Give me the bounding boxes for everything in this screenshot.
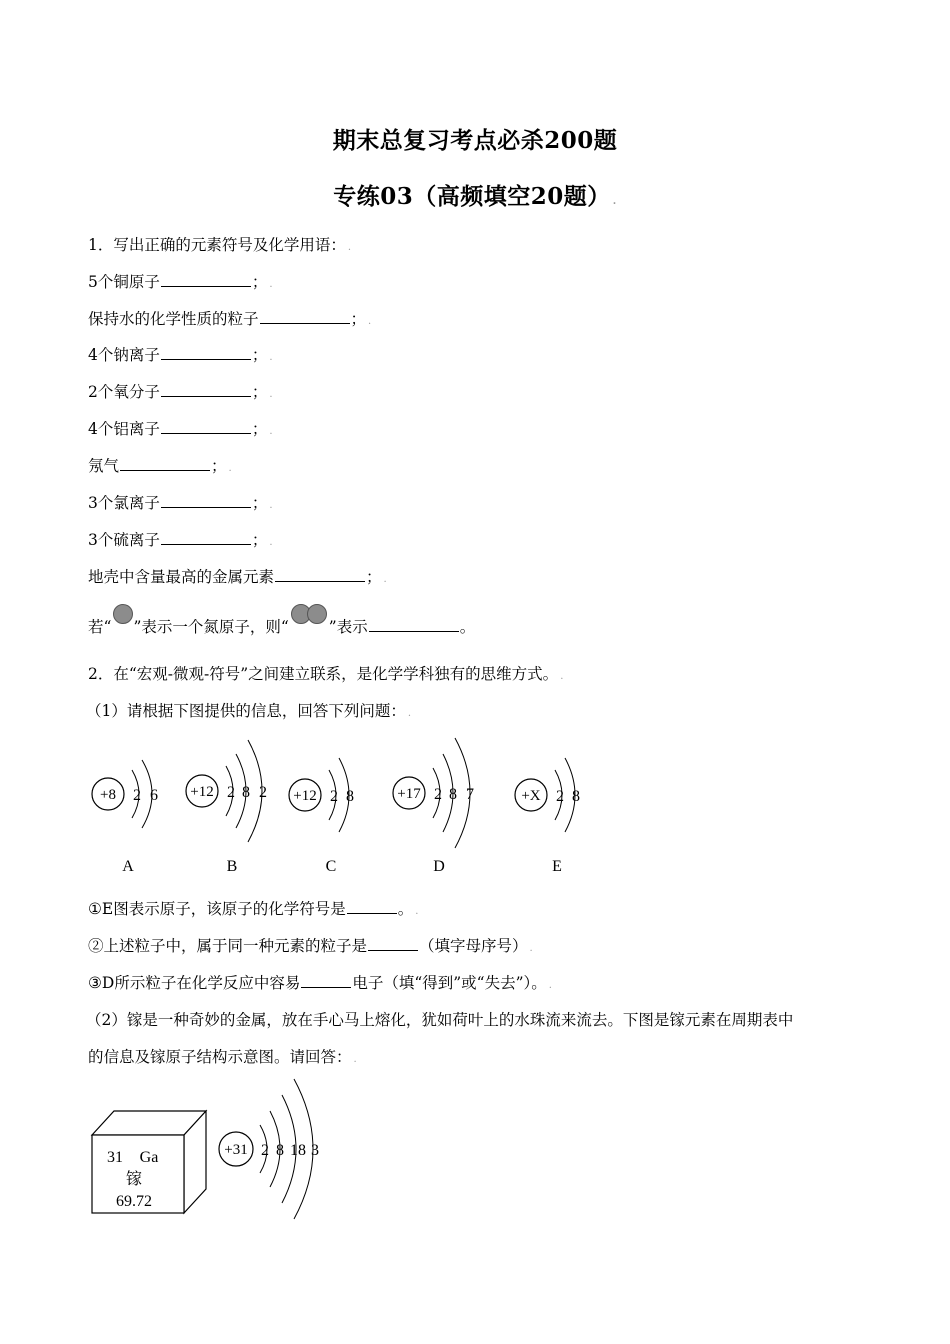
atom-a-shell: 2 <box>133 787 141 804</box>
gallium-symbol: Ga <box>139 1149 159 1166</box>
q1-item-label: 4个钠离子 <box>88 346 160 364</box>
atom-e-label: E <box>552 858 562 875</box>
answer-blank[interactable] <box>161 395 251 397</box>
gallium-shell: 2 <box>261 1142 269 1159</box>
atom-c-label: C <box>325 858 337 875</box>
q1-item-suffix: ； <box>211 457 227 475</box>
answer-blank[interactable] <box>120 469 210 471</box>
subtitle-text: 专练03（高频填空20题） <box>333 183 611 210</box>
q1-item-suffix: ； <box>251 531 268 549</box>
q1-stem: 1．写出正确的元素符号及化学用语： . <box>88 233 351 255</box>
nitrogen-molecule-icon <box>289 612 329 632</box>
gallium-shell: 18 <box>290 1142 306 1159</box>
q1-item-suffix: ； <box>251 346 268 364</box>
q1-item: 3个硫离子 ； . <box>88 528 273 550</box>
atom-d-shell: 7 <box>466 786 474 803</box>
q1-item-label: 4个铝离子 <box>88 420 160 438</box>
q2-part2-text: 的信息及镓原子结构示意图。请回答： <box>88 1048 352 1066</box>
answer-blank[interactable] <box>369 630 459 632</box>
q1-item: 5个铜原子 ； . <box>88 270 273 292</box>
atom-b-shell: 2 <box>227 784 235 801</box>
atom-diagram-a <box>92 760 158 875</box>
atom-c-shell: 2 <box>330 788 338 805</box>
gallium-shell: 8 <box>276 1142 284 1159</box>
gallium-atomic-number: 31 <box>107 1149 123 1166</box>
q2-sub1: ①E图表示原子，该原子的化学符号是 。 . <box>88 897 418 919</box>
q2-part2-text: （2）镓是一种奇妙的金属，放在手心马上熔化，犹如荷叶上的水珠流来流去。下图是镓元素在周期表中 <box>86 1011 794 1029</box>
atom-d-nucleus: +17 <box>397 786 421 802</box>
q1-last-text: 若“ <box>88 618 112 636</box>
atom-e-shell: 2 <box>556 788 564 805</box>
answer-blank[interactable] <box>260 322 350 324</box>
q1-item: 保持水的化学性质的粒子 ； . <box>88 307 371 329</box>
q2-sub1-text: ①E图表示原子，该原子的化学符号是 <box>88 900 346 918</box>
q1-item-suffix: ； <box>350 310 367 328</box>
atom-structure-diagrams <box>80 728 620 888</box>
atom-a-label: A <box>122 858 134 875</box>
atom-diagram-d <box>393 738 474 875</box>
answer-blank[interactable] <box>161 358 251 360</box>
answer-blank[interactable] <box>161 432 251 434</box>
q2-stem: 2．在“宏观-微观-符号”之间建立联系，是化学学科独有的思维方式。 . <box>88 662 563 684</box>
atom-d-shell: 2 <box>434 786 442 803</box>
answer-blank[interactable] <box>161 506 251 508</box>
q2-stem-text: 2．在“宏观-微观-符号”之间建立联系，是化学学科独有的思维方式。 <box>88 665 559 683</box>
atom-b-nucleus: +12 <box>190 784 214 800</box>
q1-item: 4个铝离子 ； . <box>88 417 273 439</box>
q1-item-label: 3个硫离子 <box>88 531 160 549</box>
q1-item-suffix: ； <box>251 273 268 291</box>
q1-last-item <box>88 612 475 637</box>
atom-b-shell: 8 <box>242 784 250 801</box>
atom-e-nucleus: +X <box>521 788 541 804</box>
q1-item-suffix: ； <box>251 494 268 512</box>
answer-blank[interactable] <box>161 543 251 545</box>
q1-last-text: 。 <box>459 618 476 636</box>
q2-sub2-suffix: （填字母序号） <box>419 937 528 955</box>
atom-e-shell: 8 <box>572 788 580 805</box>
q1-item-label: 氖气 <box>88 457 120 475</box>
page-subtitle: 专练03（高频填空20题） . <box>333 183 617 210</box>
atom-d-shell: 8 <box>449 786 457 803</box>
q1-item-label: 3个氯离子 <box>88 494 160 512</box>
atom-a-nucleus: +8 <box>100 787 116 803</box>
atom-diagram-e <box>515 758 580 875</box>
q1-item-label: 2个氧分子 <box>88 383 160 401</box>
q2-part1-text: （1）请根据下图提供的信息，回答下列问题： <box>86 702 406 720</box>
q2-part2-line2: 的信息及镓原子结构示意图。请回答： . <box>88 1045 357 1067</box>
q1-item: 4个钠离子 ； . <box>88 343 273 365</box>
gallium-name: 镓 <box>125 1169 143 1188</box>
answer-blank[interactable] <box>347 912 397 914</box>
gallium-atom-structure <box>219 1079 319 1219</box>
gallium-mass: 69.72 <box>116 1193 152 1210</box>
page-title: 期末总复习考点必杀200题 <box>332 127 618 154</box>
q1-stem-text: 1．写出正确的元素符号及化学用语： <box>88 236 346 254</box>
atom-diagram-b <box>186 740 267 875</box>
q1-last-text: ”表示 <box>328 618 368 636</box>
answer-blank[interactable] <box>275 580 365 582</box>
q2-sub3-text: ③D所示粒子在化学反应中容易 <box>88 974 301 992</box>
q1-item: 地壳中含量最高的金属元素 ； . <box>88 565 387 587</box>
gallium-diagram <box>88 1075 328 1225</box>
atom-c-shell: 8 <box>346 788 354 805</box>
answer-blank[interactable] <box>301 986 351 988</box>
q1-item: 氖气 ； . <box>88 454 232 476</box>
gallium-element-card <box>92 1111 206 1213</box>
q1-last-text: ”表示一个氮原子，则“ <box>133 618 289 636</box>
nitrogen-atom-icon <box>111 612 133 632</box>
q1-item: 3个氯离子 ； . <box>88 491 273 513</box>
q2-sub1-suffix: 。 <box>397 900 414 918</box>
q1-item-suffix: ； <box>251 383 268 401</box>
gallium-shell: 3 <box>311 1142 319 1159</box>
atom-c-nucleus: +12 <box>293 788 317 804</box>
atom-diagram-c <box>289 758 354 875</box>
atom-a-shell: 6 <box>150 787 158 804</box>
q2-part1: （1）请根据下图提供的信息，回答下列问题： . <box>86 699 411 721</box>
atom-b-label: B <box>226 858 238 875</box>
gallium-nucleus: +31 <box>224 1142 248 1158</box>
q1-item-label: 地壳中含量最高的金属元素 <box>88 568 275 586</box>
q1-item: 2个氧分子 ； . <box>88 380 273 402</box>
q2-sub3-suffix: 电子（填“得到”或“失去”）。 <box>352 974 547 992</box>
q1-item-suffix: ； <box>366 568 382 586</box>
q2-sub3: ③D所示粒子在化学反应中容易 电子（填“得到”或“失去”）。 . <box>88 971 552 993</box>
q1-item-label: 5个铜原子 <box>88 273 160 291</box>
q2-sub2: ②上述粒子中，属于同一种元素的粒子是 （填字母序号） . <box>88 934 533 956</box>
q2-part2-line1 <box>86 1008 793 1030</box>
answer-blank[interactable] <box>368 949 418 951</box>
q2-sub2-text: ②上述粒子中，属于同一种元素的粒子是 <box>88 937 368 955</box>
q1-item-label: 保持水的化学性质的粒子 <box>88 310 259 328</box>
answer-blank[interactable] <box>161 285 251 287</box>
atom-d-label: D <box>433 858 445 875</box>
atom-b-shell: 2 <box>259 784 267 801</box>
q1-item-suffix: ； <box>251 420 268 438</box>
